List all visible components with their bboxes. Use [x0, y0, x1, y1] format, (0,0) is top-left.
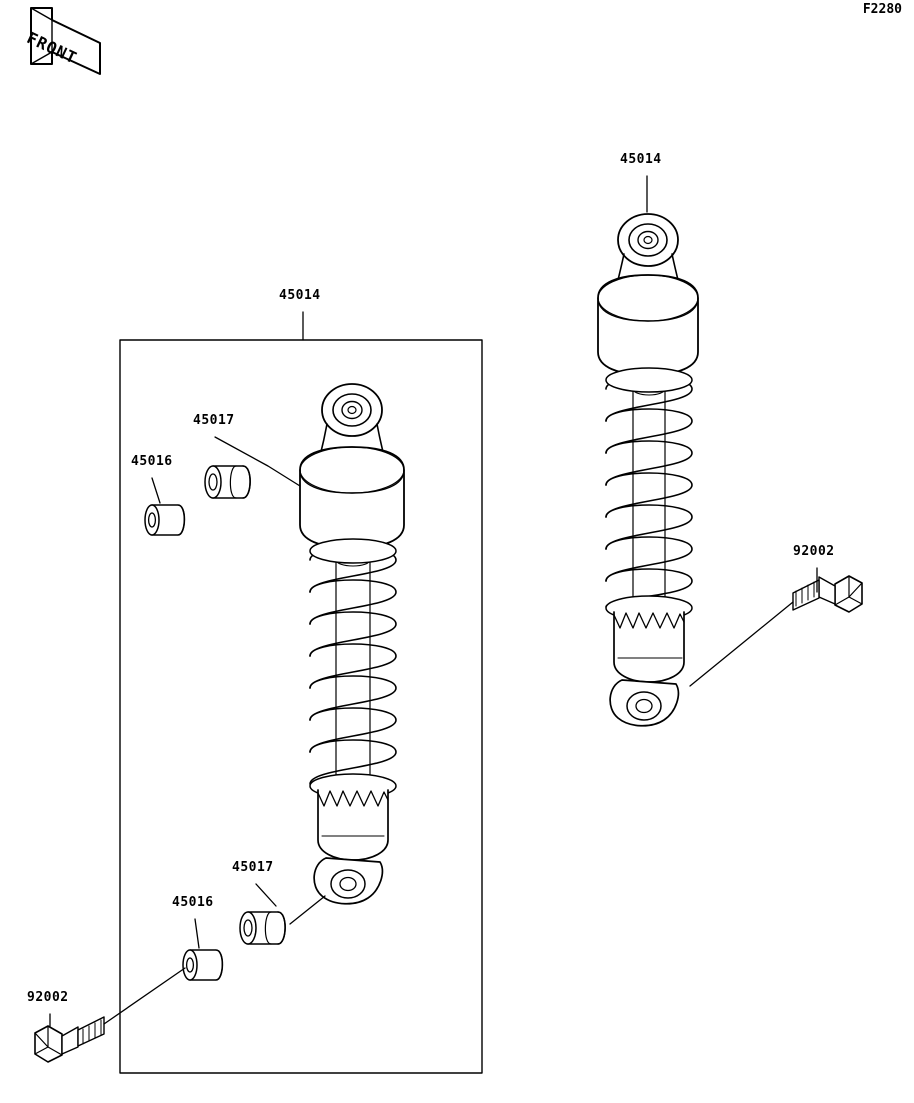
right-shock-absorber: [598, 214, 698, 726]
callout-45017-upper-left: 45017: [193, 413, 235, 428]
callout-45017-lower-left: 45017: [232, 860, 274, 875]
leader-lines: [50, 176, 817, 1026]
collar-lower-left: [183, 950, 222, 980]
bushing-lower-left: [240, 912, 285, 944]
collar-upper-left: [145, 505, 184, 535]
bolt-right: [793, 576, 862, 612]
front-arrow-icon: [31, 8, 100, 74]
callout-92002-right: 92002: [793, 544, 835, 559]
callout-45016-lower-left: 45016: [172, 895, 214, 910]
group-box: [120, 340, 482, 1073]
callout-45014-left: 45014: [279, 288, 321, 303]
bushing-upper-left: [205, 466, 250, 498]
callout-45016-upper-left: 45016: [131, 454, 173, 469]
front-marker-label: FRONT: [23, 28, 81, 68]
left-shock-absorber: [300, 384, 404, 904]
sheet-code: F2280: [862, 2, 902, 17]
callout-92002-lower-left: 92002: [27, 990, 69, 1005]
bolt-lower-left: [35, 1017, 104, 1062]
callout-45014-right: 45014: [620, 152, 662, 167]
